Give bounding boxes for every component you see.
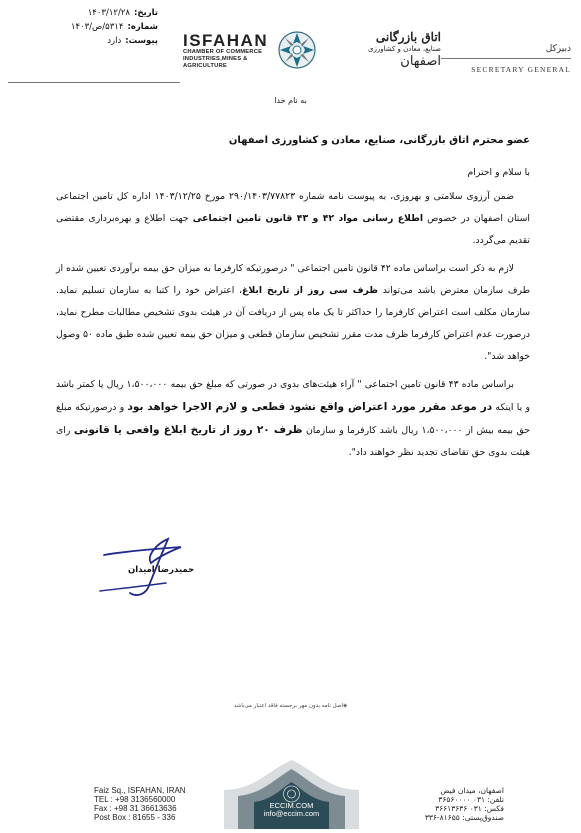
- chamber-logo: [183, 18, 443, 80]
- footer-email[interactable]: info@eccim.com: [263, 809, 320, 818]
- footer-en-address: Faiz Sq., ISFAHAN, IRAN: [94, 786, 186, 795]
- footer-fa-address: اصفهان، میدان فیض: [440, 786, 504, 795]
- validity-footnote: ◈اصل نامه بدون مهر برجسته فاقد اعتبار می‌باشد: [233, 703, 348, 709]
- p3-text-e: رای هیئت بدوی حق تقاضای تجدید نظر خواهند داد".: [56, 425, 530, 458]
- date-row: [8, 6, 158, 20]
- date-value: ۱۴۰۳/۱۲/۲۸: [87, 8, 130, 18]
- logo-fa-line2: صنایع، معادن و کشاورزی: [367, 45, 441, 53]
- footer-ornament: [224, 760, 359, 829]
- recipient: عضو محترم اتاق بازرگانی، صنایع، معادن و کشاورزی اصفهان: [228, 135, 530, 146]
- letter-meta: [8, 6, 158, 48]
- p3-bold-1: در موعد مقرر مورد اعتراض واقع نشود قطعی و لازم الاجرا خواهد بود: [127, 401, 493, 413]
- attachment-label: پیوست:: [125, 36, 158, 46]
- p2-text-c: ، اعتراض خود را کتبا به سازمان تسلیم نماید. سازمان مکلف است اعتراض کارفرما را حداکثر تا یک ماه پس از دریافت آن در هیئت بدوی تشخیص مطالبات مطرح نماید، درصورت عدم اعتراض کارفرما ظرف مدت مقرر تشخیص سازمان قطعی و میزان حق بیمه تعیین شده طبق ماده ۵۰ وصول خواهد شد".: [56, 285, 530, 362]
- secretary-general-block: [441, 44, 571, 74]
- p2-bold: ظرف سی روز از تاریخ ابلاغ: [242, 285, 379, 296]
- footer-fa-tel: تلفن: ۰۳۱ ۳۶۵۶۰۰۰۰: [438, 795, 504, 804]
- logo-en-name: ISFAHAN: [183, 31, 269, 50]
- footer-fa-pobox: صندوق‌پستی: ۸۱۶۵۵-۳۳۶: [424, 813, 504, 822]
- number-row: [8, 20, 158, 34]
- secretary-divider: [441, 58, 571, 59]
- greeting: با سلام و احترام: [467, 167, 530, 178]
- logo-en-line2: INDUSTRIES,MINES & AGRICULTURE: [183, 56, 248, 69]
- footer-en-pobox: Post Box : 81655 - 336: [94, 813, 176, 822]
- p1-text-a: ضمن آرزوی سلامتی و بهروزی، به پیوست نامه شماره ۲۹۰/۱۴۰۳/۷۷۸۲۳ مورخ ۱۴۰۳/۱۲/۲۵ اداره کل تامین اجتماعی استان اصفهان در خصوص: [56, 191, 530, 224]
- p3-text-c: و درصورتیکه مبلغ حق بیمه بیش از ۱،۵۰۰،۰۰۰ ریال باشد کارفرما و سازمان: [56, 402, 530, 436]
- logo-fa-line3: اصفهان: [400, 54, 441, 69]
- p1-bold: اطلاع رسانی مواد ۴۲ و ۴۳ قانون تامین اجتماعی: [192, 213, 424, 224]
- logo-en-line1: CHAMBER OF COMMERCE: [183, 49, 263, 55]
- footer-persian-contact: [394, 786, 504, 822]
- footer-fa-fax: فکس: ۰۳۱ ۳۶۶۱۳۶۳۶: [435, 804, 504, 813]
- logo-persian: [321, 30, 441, 70]
- footer-en-tel: TEL : +98 3136560000: [94, 795, 176, 804]
- invocation: به نام خدا: [274, 96, 307, 105]
- logo-fa-line1: اتاق بازرگانی: [375, 30, 441, 44]
- footer-web-block: [224, 802, 359, 818]
- footer-ornament-icon: [224, 760, 359, 829]
- p3-text-a: براساس ماده ۴۳ قانون تامین اجتماعی " آراء هیئت‌های بدوی در صورتی که مبلغ حق بیمه ۱،۵۰۰،۰۰۰ ریال یا کمتر باشد و یا اینکه: [56, 379, 530, 413]
- logo-english: [183, 32, 275, 70]
- p1-text-c: جهت اطلاع و بهره‌برداری مقتضی تقدیم می‌گردد.: [56, 213, 530, 246]
- letter-body: [56, 130, 530, 470]
- number-label: شماره:: [127, 22, 158, 32]
- attachment-row: [8, 34, 158, 48]
- number-value: ۵۳۱۴/ص/۱۴۰۳: [70, 22, 124, 32]
- p2-text-a: لازم به ذکر است براساس ماده ۴۲ قانون تامین اجتماعی " درصورتیکه کارفرما به میزان حق بیمه برآوردی تعیین شده از طرف سازمان معترض باشد می‌تواند: [56, 263, 531, 296]
- secretary-general-fa: دبیرکل: [545, 44, 571, 54]
- footer-english-contact: [94, 786, 194, 822]
- header-divider-left: [8, 82, 180, 83]
- signatory-name: حمیدرضا امیدان: [128, 565, 195, 575]
- attachment-value: دارد: [107, 36, 122, 46]
- secretary-general-en: SECRETARY GENERAL: [471, 65, 571, 74]
- chamber-emblem-icon: [277, 30, 317, 70]
- paragraph-1: [56, 186, 530, 252]
- paragraph-3: [56, 374, 530, 464]
- footer-website[interactable]: ECCIM.COM: [269, 801, 314, 810]
- date-label: تاریخ:: [134, 8, 158, 18]
- p3-bold-2: ظرف ۲۰ روز از تاریخ ابلاغ واقعی یا قانونی: [73, 424, 303, 436]
- footer-en-fax: Fax : +98 31 36613636: [94, 804, 177, 813]
- paragraph-2: [56, 258, 530, 368]
